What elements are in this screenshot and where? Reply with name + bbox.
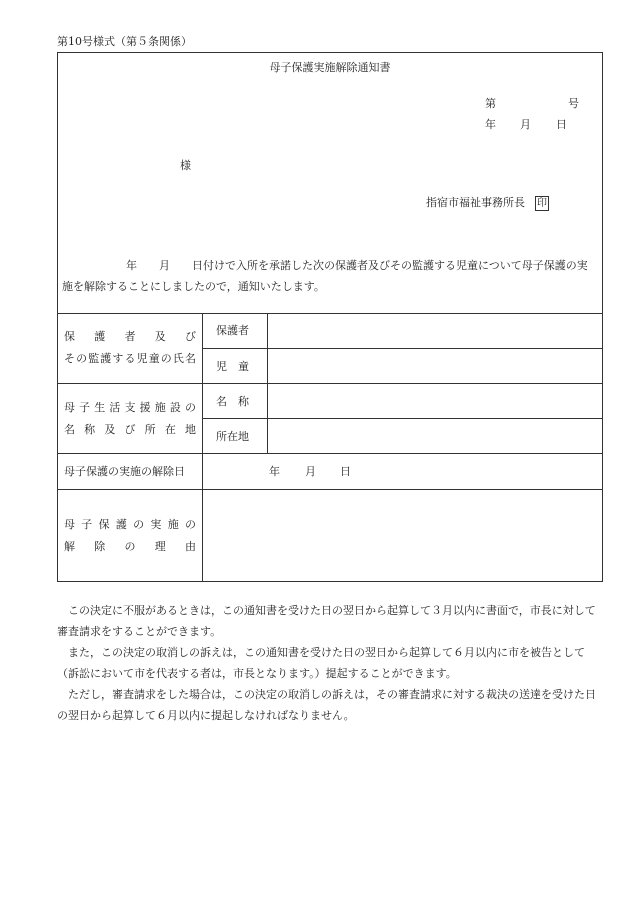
row2-bottom-rule — [58, 453, 602, 454]
form-number-label: 第10号様式（第５条関係） — [57, 35, 192, 48]
row1-bottom-rule — [58, 383, 602, 384]
guardian-child-label — [64, 326, 196, 370]
label-line: 母子保護の実施の — [64, 518, 196, 531]
label-line: 名称及び所在地 — [64, 423, 196, 436]
appeal-notes — [57, 600, 605, 726]
cancellation-date-label: 母子保護の実施の解除日 — [64, 465, 185, 478]
date-month-label: 月 — [520, 118, 531, 131]
note-paragraph: また，この決定の取消しの訴えは，この通知書を受けた日の翌日から起算して６月以内に市を被告として（訴訟において市を代表する者は，市長となります。）提起することができます。 — [57, 646, 585, 680]
date-year-label: 年 — [485, 118, 496, 131]
addressee-suffix: 様 — [180, 159, 191, 172]
label-line: 保 護 者 及 び — [64, 330, 196, 343]
cancellation-reason-label — [64, 514, 196, 558]
label-line: その監護する児童の氏名 — [64, 352, 196, 365]
label-line: 解除の理由 — [64, 540, 196, 553]
row1-split-rule — [202, 348, 602, 349]
body-paragraph: 年 月 日付けで入所を承諾した次の保護者及びその監護する児童について母子保護の実施を解除することにしましたので，通知いたします。 — [62, 259, 588, 293]
note-paragraph: ただし，審査請求をした場合は，この決定の取消しの訴えは，その審査請求に対する裁決の送達を受けた日の翌日から起算して６月以内に提起しなければなりません。 — [57, 688, 596, 722]
date-day-label: 日 — [556, 118, 567, 131]
facility-address-subhead: 所在地 — [216, 430, 249, 443]
facility-name-subhead: 名 称 — [216, 395, 249, 408]
number-suffix: 号 — [568, 97, 579, 110]
number-prefix: 第 — [485, 97, 496, 110]
note-paragraph: この決定に不服があるときは，この通知書を受けた日の翌日から起算して３月以内に書面で，市長に対して審査請求をすることができます。 — [57, 604, 596, 638]
row3-bottom-rule — [58, 489, 602, 490]
seal-mark: 印 — [537, 197, 547, 209]
child-subhead: 児 童 — [216, 360, 249, 373]
guardian-subhead: 保護者 — [216, 324, 249, 337]
sender-name: 指宿市福祉事務所長 — [426, 196, 525, 209]
subhead-column-rule — [267, 313, 268, 453]
label-column-rule — [202, 313, 203, 581]
cancellation-month-label: 月 — [305, 465, 316, 478]
cancellation-year-label: 年 — [269, 465, 280, 478]
sender-line — [426, 194, 549, 211]
label-line: 母子生活支援施設の — [64, 401, 196, 414]
table-top-rule — [58, 313, 602, 314]
facility-label — [64, 397, 196, 441]
document-title: 母子保護実施解除通知書 — [269, 61, 391, 74]
row2-split-rule — [202, 418, 602, 419]
cancellation-day-label: 日 — [340, 465, 351, 478]
notice-form — [57, 52, 603, 582]
